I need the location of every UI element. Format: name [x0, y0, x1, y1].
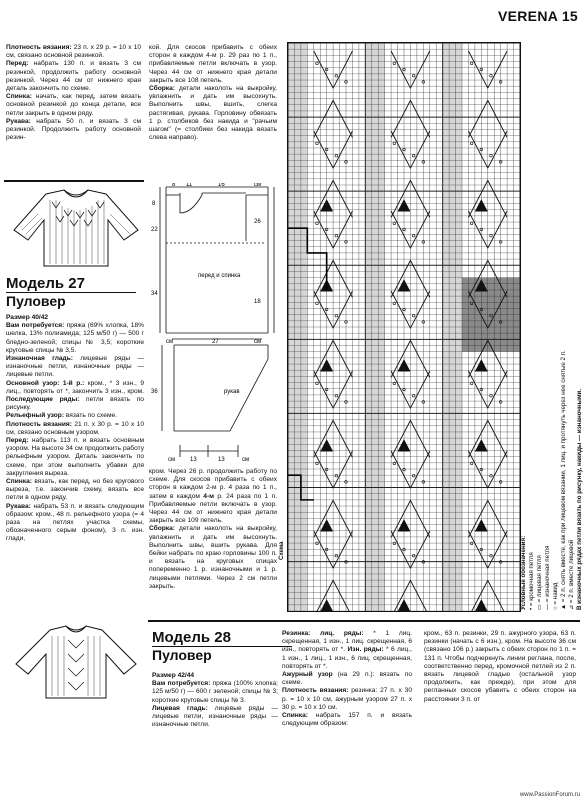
legend-item: ▲ = 2 п. снять вместе, как при лицевом вязании, 1 лиц. и протянуть через нее снятые 2 п.: [560, 350, 567, 610]
yarn-over-mark: [470, 462, 473, 465]
legend-rotated-text: [520, 40, 583, 610]
text-paragraph: [149, 468, 277, 525]
site-footer: www.PassionForum.ru: [519, 792, 580, 798]
text-run: вязать по схеме.: [64, 412, 117, 420]
yarn-over-mark: [316, 62, 319, 65]
dim-sleeve-13a: 13: [190, 457, 197, 463]
text-run: кром., 63 п. резинки, 29 п. ажурного узора, 63 п. резинки (начать с 6 изн.), кром. На высоте 36 см (связано 106 р.) закрыть с обеих сторон по 1 п. = 131 п. Чтобы подчеркнуть линии реглана, после, соответственно перед, кромочной петлей из 2 п. вязать лицевой гладью (остальной узор продолжить, как прежде), при этом для регланных скосов убавить с обеих сторон на расстоянии 3 п. от: [424, 630, 576, 703]
text-run: лицевые ряды — лицевые петли, изнаночные ряды — изнаночные петли.: [152, 704, 278, 729]
model-28-text: [152, 672, 278, 729]
text-paragraph: [149, 525, 277, 591]
dim-top-unit: см: [254, 183, 262, 188]
text-run: резинка: 27 п. х 30 р. = 10 х 10 см, ажурным узором 27 п. х 30 р. = 10 х 10 см.: [282, 687, 413, 711]
model-28-title: Модель 28: [152, 629, 231, 646]
yarn-over-mark: [470, 222, 473, 225]
bold-term: Спинка:: [6, 93, 32, 101]
text-paragraph: [149, 44, 277, 85]
bold-term: Изнаночная гладь:: [6, 355, 73, 363]
text-run: набрать 157 п. и вязать следующим образом:: [282, 712, 412, 728]
bold-term: Последующие ряды:: [6, 396, 80, 404]
yarn-over-mark: [335, 154, 338, 157]
text-run: кой. Для скосов прибавить с обеих сторон в каждом 4-м р. 29 раз по 1 п., прибавляемые петли включать в узор. Через 44 см от нижнего края детали закрыть все 108 петель.: [149, 44, 277, 84]
bold-term: Изн. ряды:: [347, 646, 384, 654]
text-run: набрать 130 п. и вязать 3 см резинкой, продолжить работу основной резинкой. Через 44 см от нижнего края деталь закончить по схеме.: [6, 60, 141, 93]
yarn-over-mark: [490, 154, 493, 157]
dim-sleeve-unit-left: см: [168, 457, 176, 463]
sleeve-label: рукав: [224, 389, 240, 395]
dim-top-16: 16: [218, 183, 225, 188]
bold-term: Основной узор: 1-й р.:: [6, 379, 85, 387]
text-run: набрать 53 п. и вязать следующим образом: кром., 48 п. рельефного узора (= 4 раза на петлях участка схемы, обозначенного серым фоном), 3 п. изн. глади,: [6, 502, 144, 543]
text-paragraph: [6, 478, 144, 503]
yarn-over-mark: [490, 234, 493, 237]
bold-term: Сборка:: [149, 525, 175, 533]
model-28-heading: [152, 630, 292, 663]
dim-sleeve-13b: 13: [218, 457, 225, 463]
text-paragraph: [282, 671, 412, 687]
text-paragraph: [6, 322, 144, 355]
text-run: начать, как перед, затем вязать основной резинкой до конца детали, все петли закрыть в одном ряду.: [6, 93, 141, 117]
chart-legend: [520, 40, 583, 610]
column-1-top-text: [6, 44, 141, 142]
bold-term: Перед:: [6, 60, 29, 68]
text-run: * 1 лиц. скрещенная, 1 изн., 1 лиц. скрещенная, 6 изн., повторять от *.: [282, 630, 412, 654]
bold-term: Ажурный узор: [282, 671, 333, 679]
bold-term: Резинка: лиц. ряды:: [282, 630, 364, 637]
column-2-top-text: [149, 44, 277, 142]
yarn-over-mark: [393, 462, 396, 465]
model-28-pattern-text: [282, 630, 412, 728]
model-27-text: [6, 314, 144, 544]
text-run: детали наколоть на выкройку, увлажнить и дать им высохнуть. Выполнить швы, вшить, слегка растягивая, рукава. Горловину обвязать 1 р. столбиков без накида и "рачьим шагом" (= столбики без накида вязать слева направо).: [149, 85, 277, 142]
text-paragraph: [6, 44, 141, 60]
text-run: пряжа (69% хлопка, 18% шелка, 13% полиамида; 125 м/50 г) — 500 г бледно-зеленой; спицы № 3,5; короткие круговые спицы № 3,5.: [6, 322, 144, 354]
text-paragraph: [6, 118, 141, 143]
legend-note: В изнаночных рядах петли вязать по рисунку, накиды — изнаночными.: [576, 388, 583, 610]
text-run: кром. Через 26 р. продолжить работу по схеме. Для скосов прибавить с обеих сторон в каждом 2-м р. 4 раза по 1 п., затем в каждом: [149, 468, 277, 500]
column-2-mid-text: [149, 468, 277, 591]
text-paragraph: [6, 412, 144, 420]
bold-term: Лицевая гладь:: [152, 704, 208, 712]
front-back-label: перед и спинка: [198, 273, 241, 279]
yarn-over-mark: [412, 74, 415, 77]
bold-term: Сборка:: [149, 85, 175, 93]
bold-term: Спинка:: [282, 712, 308, 720]
text-paragraph: [152, 680, 278, 705]
text-run: набрать 113 п. и вязать основным узором. На высоте 34 см продолжить работу рельефным узором. Деталь закончить по схеме, при этом выполнить убавки для закругления выреза.: [6, 437, 144, 477]
model-27-heading: [6, 276, 136, 309]
dim-sleeve-36: 36: [151, 389, 158, 395]
dim-bottom-unit-left: см: [166, 339, 174, 345]
dim-bottom-unit-right: см: [254, 339, 262, 345]
legend-item: ▭ = лицевая петля: [536, 555, 543, 610]
legend-title: Условные обозначения:: [520, 535, 527, 610]
text-paragraph: [6, 503, 144, 544]
dim-sleeve-unit-right: см: [242, 457, 250, 463]
bold-term: 4-м: [203, 492, 215, 500]
yarn-over-mark: [412, 234, 415, 237]
yarn-over-mark: [470, 62, 473, 65]
text-paragraph: [6, 380, 144, 413]
yarn-over-mark: [316, 542, 319, 545]
text-paragraph: [282, 687, 412, 712]
yarn-over-mark: [490, 74, 493, 77]
dim-right-26: 26: [254, 219, 261, 225]
yarn-over-mark: [470, 142, 473, 145]
yarn-over-mark: [316, 142, 319, 145]
dim-left-8: 8: [152, 201, 156, 207]
bold-term: Перед:: [6, 437, 29, 445]
knitting-chart: [287, 42, 521, 612]
text-run: * 6 лиц., 1 изн., 1 лиц., 1 изн., 6 лиц. скрещенная, повторять от *.: [282, 646, 413, 670]
legend-item: — = изнаночная петля: [544, 545, 551, 610]
yarn-over-mark: [316, 222, 319, 225]
dim-left-22: 22: [151, 227, 158, 233]
yarn-over-mark: [335, 554, 338, 557]
text-run: 23 п. х 29 р. = 10 х 10 см, связано основной резинкой.: [6, 44, 142, 60]
yarn-over-mark: [335, 474, 338, 477]
text-run: детали наколоть на выкройку, увлажнить и дать им высохнуть. Выполнить швы, вшить рукава. Для бейки набрать по краю горловины 100 п. и вязать на круговых спицах попеременно 1 р. изнаночными и 1 р. лицевыми петлями. Через 2 см петли закрыть.: [149, 525, 277, 590]
dim-right-18: 18: [254, 299, 261, 305]
yarn-over-mark: [490, 474, 493, 477]
yarn-over-mark: [412, 154, 415, 157]
bold-term: Плотность вязания:: [6, 44, 72, 51]
yarn-over-mark: [412, 554, 415, 557]
divider-line: [4, 180, 144, 182]
pattern-schematic: [150, 183, 282, 463]
bold-term: Рукава:: [6, 117, 31, 125]
text-paragraph: [282, 630, 412, 671]
dim-top-8: 8: [172, 183, 176, 188]
text-paragraph: [6, 437, 144, 478]
dim-left-34: 34: [151, 291, 158, 297]
text-run: петли вязать по рисунку.: [6, 396, 144, 412]
text-run: вязать, как перед, но без кругового выреза, т.е. закончив схему, вязать все петли в одном ряду.: [6, 478, 144, 502]
model-28-subtitle: Пуловер: [152, 646, 292, 663]
bold-term: Спинка:: [6, 478, 32, 486]
bold-term: Рукава:: [6, 502, 31, 510]
magazine-brand: VERENA 15: [498, 8, 578, 24]
text-paragraph: [152, 705, 278, 730]
bold-term: Вам потребуется:: [6, 322, 65, 330]
yarn-over-mark: [335, 74, 338, 77]
model-28-continued-text: [424, 630, 576, 704]
text-run: лицевые ряды — изнаночные петли, изнаночные ряды — лицевые петли.: [6, 355, 144, 379]
model-27-title: Модель 27: [6, 275, 85, 292]
text-paragraph: [282, 712, 412, 728]
sweater-illustration-27: [6, 186, 146, 270]
dim-bottom-27: 27: [212, 339, 219, 345]
yarn-over-mark: [393, 62, 396, 65]
dim-top-11: 11: [186, 183, 193, 188]
text-run: пряжа (100% хлопка; 125 м/50 г) — 600 г зеленой; спицы № 3; короткие круговые спицы № 3.: [152, 680, 278, 704]
model-27-subtitle: Пуловер: [6, 292, 136, 309]
text-paragraph: [149, 85, 277, 142]
legend-item: ○ = накид: [552, 582, 559, 610]
text-run: (на 29 п.): вязать по схеме.: [282, 671, 412, 687]
text-run: р. 24 раза по 1 п. Прибавляемые петли включать в узор. Через 44 см от нижнего края детали закрыть все 109 петель.: [149, 492, 277, 525]
legend-item: • = кромочная петля: [528, 552, 535, 610]
bold-term: Вам потребуется:: [152, 680, 211, 688]
bold-term: Плотность вязания:: [6, 420, 72, 428]
bold-term: Плотность вязания:: [282, 687, 349, 695]
yarn-over-mark: [393, 142, 396, 145]
bold-term: Рельефный узор:: [6, 412, 65, 420]
sweater-illustration-28: [6, 624, 146, 700]
text-paragraph: [6, 60, 141, 93]
yarn-over-mark: [316, 462, 319, 465]
yarn-over-mark: [470, 542, 473, 545]
model-27-size: Размер 40/42: [6, 314, 49, 321]
yarn-over-mark: [393, 542, 396, 545]
yarn-over-mark: [490, 554, 493, 557]
text-paragraph: [6, 93, 141, 118]
divider-line-bottom: [148, 620, 580, 622]
yarn-over-mark: [393, 222, 396, 225]
text-paragraph: [424, 630, 576, 704]
text-run: набрать 50 п. и вязать 3 см резинкой. Продолжить работу основной резин-: [6, 117, 141, 142]
schema-label: Схема: [279, 541, 285, 560]
text-run: 21 п. х 30 р. = 10 х 10 см, связано основным узором.: [6, 420, 145, 436]
text-paragraph: [6, 355, 144, 380]
model-28-size: Размер 42/44: [152, 672, 195, 679]
yarn-over-mark: [412, 474, 415, 477]
legend-item: ⊿ = 2 п. вместе лицевой: [568, 539, 575, 610]
text-paragraph: [6, 421, 144, 437]
yarn-over-mark: [335, 234, 338, 237]
text-run: кром., * 3 изн., 9 лиц., повторять от *, закончить 3 изн., кром.: [6, 379, 144, 395]
